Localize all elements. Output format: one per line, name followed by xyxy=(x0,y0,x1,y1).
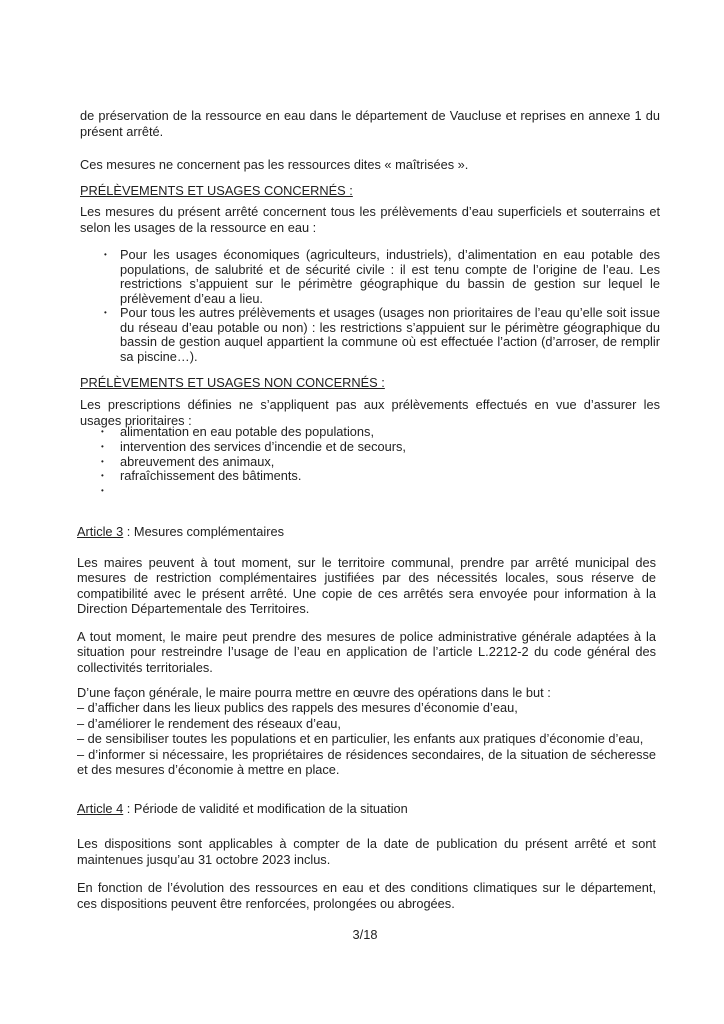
list-item xyxy=(98,455,658,470)
action-item: – d’afficher dans les lieux publics des rappels des mesures d’économie d’eau, xyxy=(77,700,518,716)
article-4-paragraph-2: En fonction de l’évolution des ressources en eau et des conditions climatiques sur le département, ces dispositions peuvent être renforcées, prolongées ou abrogées. xyxy=(77,880,656,911)
list-item-text: alimentation en eau potable des populations, xyxy=(120,424,374,439)
list-item-text: Pour tous les autres prélèvements et usages (usages non prioritaires de l’eau qu’elle soit issue du réseau d’eau potable ou non) : les restrictions s’appuient sur le périmètre géographique du bassin de gestion auquel appartient la commune où est effectuée l’action (d’arroser, de remplir sa piscine…). xyxy=(120,305,660,364)
bullet-marker: • xyxy=(104,250,107,259)
not-concerned-intro: Les prescriptions définies ne s’appliquent pas aux prélèvements effectués en vue d’assurer les usages prioritaires : xyxy=(80,397,660,428)
article-4-label: Article 4 xyxy=(77,801,124,816)
bullet-marker: • xyxy=(101,486,104,496)
bullet-marker: • xyxy=(101,471,104,481)
action-item: – de sensibiliser toutes les populations et en particulier, les enfants aux pratiques d’économie d’eau, xyxy=(77,731,644,747)
article-3-separator: : xyxy=(123,524,134,539)
article-3-paragraph-2: A tout moment, le maire peut prendre des mesures de police administrative générale adaptées à la situation pour restreindre l’usage de l’eau en application de l’article L.2212-2 du code général des collectivités territoriales. xyxy=(77,629,656,675)
list-item xyxy=(98,440,658,455)
bullet-marker: • xyxy=(101,456,104,466)
list-item xyxy=(100,306,660,364)
action-item: – d’informer si nécessaire, les propriétaires de résidences secondaires, de la situation de sécheresse et des mesures d’économie à mettre en place. xyxy=(77,746,656,778)
list-item-text: rafraîchissement des bâtiments. xyxy=(120,468,302,484)
exclusion-note: Ces mesures ne concernent pas les ressources dites « maîtrisées ». xyxy=(80,157,469,172)
article-4-paragraph-1: Les dispositions sont applicables à compter de la date de publication du présent arrêté et sont maintenues jusqu’au 31 octobre 2023 inclus. xyxy=(77,836,656,867)
article-4-heading xyxy=(77,801,408,817)
action-item: – d’améliorer le rendement des réseaux d’eau, xyxy=(77,715,341,731)
continuation-paragraph: de préservation de la ressource en eau dans le département de Vaucluse et reprises en annexe 1 du présent arrêté. xyxy=(80,108,660,139)
bullet-marker: • xyxy=(104,308,107,317)
article-4-title: Période de validité et modification de la situation xyxy=(133,801,408,816)
list-item-text: intervention des services d’incendie et de secours, xyxy=(120,438,406,454)
bullet-marker: • xyxy=(101,427,104,436)
article-4-separator: : xyxy=(123,801,134,816)
article-3-label: Article 3 xyxy=(77,524,124,539)
concerned-heading: PRÉLÈVEMENTS ET USAGES CONCERNÉS : xyxy=(80,183,353,198)
list-item-text: abreuvement des animaux, xyxy=(120,453,275,469)
not-concerned-heading: PRÉLÈVEMENTS ET USAGES NON CONCERNÉS : xyxy=(80,375,385,390)
priority-uses-list xyxy=(98,425,658,499)
list-item-text: Pour les usages économiques (agriculteurs, industriels), d’alimentation en eau potable des populations, de salubrité et de sécurité civile : il est tenu compte de l’origine de l’eau. Les restrictions s’appuient sur le périmètre géographique du bassin de gestion sur lequel le prélèvement d’eau a lieu. xyxy=(120,247,660,306)
actions-intro: D’une façon générale, le maire pourra mettre en œuvre des opérations dans le but : xyxy=(77,685,551,700)
bullet-marker: • xyxy=(101,441,104,451)
article-3-heading xyxy=(77,524,284,540)
concerned-intro: Les mesures du présent arrêté concernent tous les prélèvements d’eau superficiels et souterrains et selon les usages de la ressource en eau : xyxy=(80,204,660,235)
article-3-actions xyxy=(77,685,656,777)
list-item xyxy=(100,248,660,306)
article-3-title: Mesures complémentaires xyxy=(133,524,284,539)
article-3-paragraph-1: Les maires peuvent à tout moment, sur le territoire communal, prendre par arrêté municipal des mesures de restriction complémentaires justifiées par des nécessités locales, sous réserve de compatibilité avec le présent arrêté. Une copie de ces arrêtés sera envoyée pour information à la Direction Départementale des Territoires. xyxy=(77,555,656,616)
list-item xyxy=(98,425,658,440)
concerned-list xyxy=(100,248,660,364)
page-number: 3/18 xyxy=(352,927,378,942)
list-item xyxy=(98,469,658,484)
empty-list-item xyxy=(98,484,658,499)
